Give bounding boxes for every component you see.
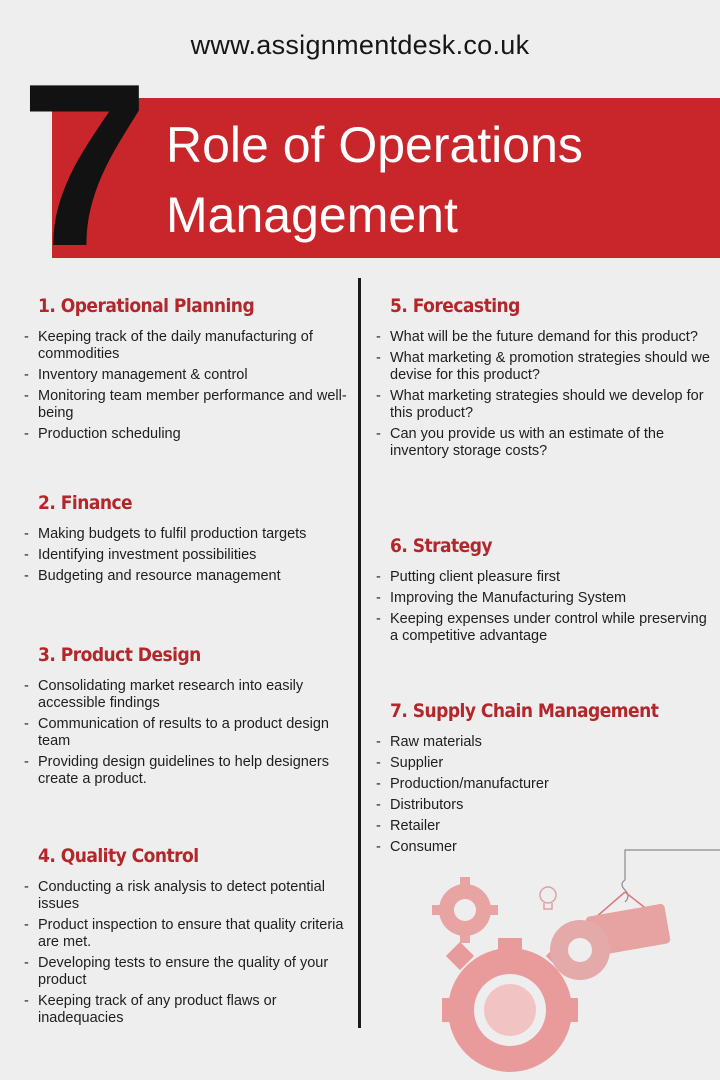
section-list: [38, 526, 356, 585]
list-item: - Production/manufacturer: [377, 776, 710, 793]
list-item: - Conducting a risk analysis to detect potential issues: [25, 879, 356, 913]
column-divider: [358, 278, 361, 1028]
list-item: - Providing design guidelines to help designers create a product.: [25, 754, 356, 788]
page-title-line-1: Role of Operations: [166, 117, 583, 173]
section-forecasting: [390, 295, 710, 464]
list-item: - Consumer: [377, 839, 710, 856]
section-list: [38, 678, 356, 788]
section-list: [390, 734, 710, 856]
list-item: - Putting client pleasure first: [377, 569, 710, 586]
list-item: - What marketing & promotion strategies should we devise for this product?: [377, 350, 710, 384]
section-list: [390, 569, 710, 645]
section-product-design: [38, 644, 356, 792]
list-item: - Making budgets to fulfil production targets: [25, 526, 356, 543]
list-item: - Developing tests to ensure the quality of your product: [25, 955, 356, 989]
section-supply-chain-management: [390, 700, 710, 860]
list-item: - Supplier: [377, 755, 710, 772]
section-list: [38, 879, 356, 1027]
site-url[interactable]: www.assignmentdesk.co.uk: [190, 30, 530, 60]
section-heading: 3. Product Design: [38, 644, 201, 666]
gear-icon: [550, 920, 610, 980]
list-item: - Can you provide us with an estimate of the inventory storage costs?: [377, 426, 710, 460]
lightbulb-icon: [540, 887, 556, 909]
list-item: - What marketing strategies should we develop for this product?: [377, 388, 710, 422]
list-item: - Improving the Manufacturing System: [377, 590, 710, 607]
section-heading: 1. Operational Planning: [38, 295, 255, 317]
gear-icon: [432, 877, 498, 943]
list-item: - Product inspection to ensure that quality criteria are met.: [25, 917, 356, 951]
list-item: - Monitoring team member performance and well-being: [25, 388, 356, 422]
section-heading: 4. Quality Control: [38, 845, 199, 867]
section-list: [38, 329, 356, 443]
section-operational-planning: [38, 295, 356, 447]
number-seven: 7: [20, 36, 146, 295]
list-item: - What will be the future demand for this product?: [377, 329, 710, 346]
gears-illustration: [420, 840, 720, 1080]
list-item: - Budgeting and resource management: [25, 568, 356, 585]
section-heading: 6. Strategy: [390, 535, 493, 557]
list-item: - Raw materials: [377, 734, 710, 751]
crane-hook-icon: [622, 850, 720, 902]
page-title-line-2: Management: [166, 187, 458, 243]
list-item: - Keeping expenses under control while preserving a competitive advantage: [377, 611, 710, 645]
list-item: - Consolidating market research into easily accessible findings: [25, 678, 356, 712]
section-heading: 5. Forecasting: [390, 295, 520, 317]
section-heading: 7. Supply Chain Management: [390, 700, 659, 722]
list-item: - Retailer: [377, 818, 710, 835]
list-item: - Inventory management & control: [25, 367, 356, 384]
list-item: - Keeping track of any product flaws or inadequacies: [25, 993, 356, 1027]
section-heading: 2. Finance: [38, 492, 133, 514]
list-item: - Communication of results to a product design team: [25, 716, 356, 750]
section-strategy: [390, 535, 710, 649]
list-item: - Keeping track of the daily manufacturing of commodities: [25, 329, 356, 363]
section-finance: [38, 492, 356, 589]
section-quality-control: [38, 845, 356, 1031]
section-list: [390, 329, 710, 460]
list-item: - Identifying investment possibilities: [25, 547, 356, 564]
list-item: - Distributors: [377, 797, 710, 814]
list-item: - Production scheduling: [25, 426, 356, 443]
